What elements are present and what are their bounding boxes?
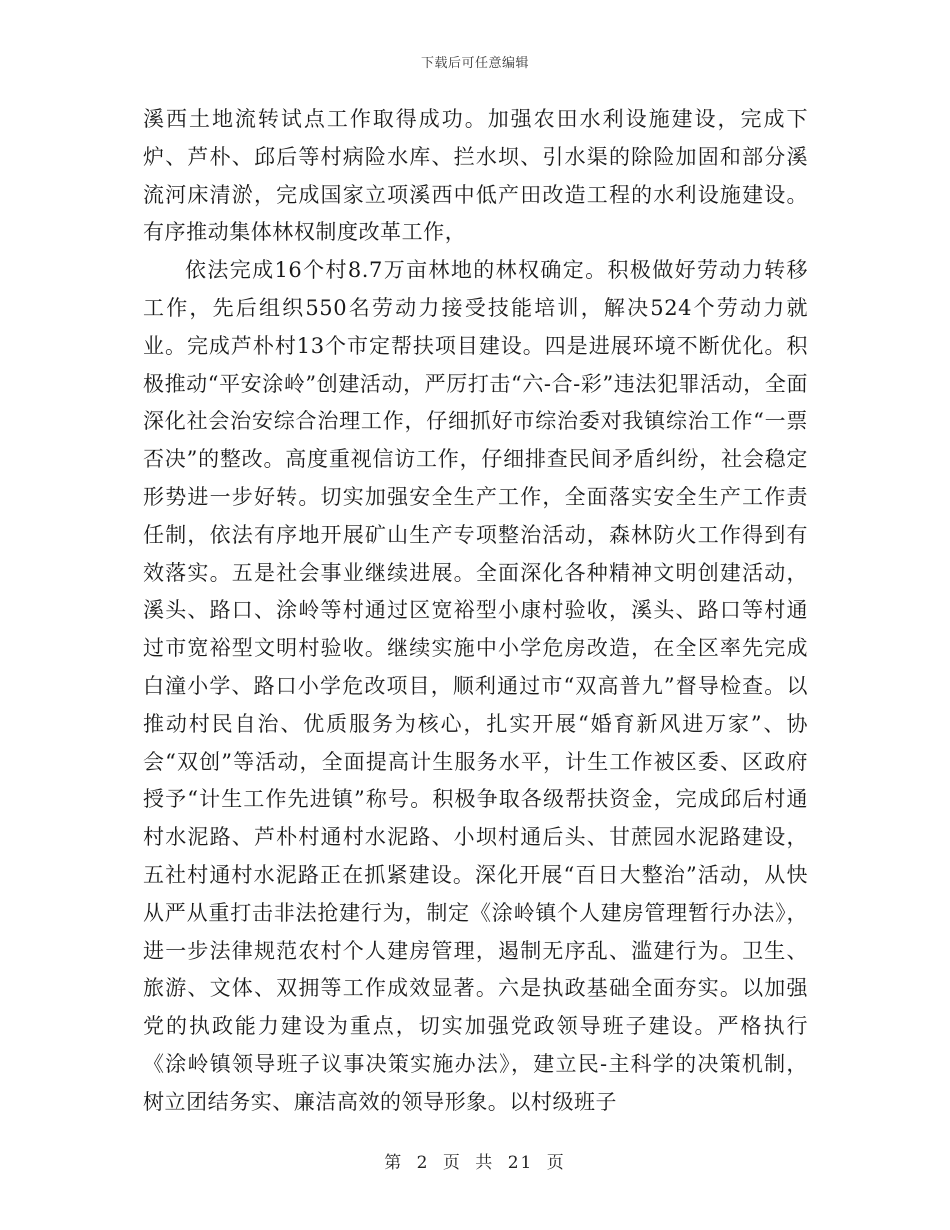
body-paragraph: 依法完成16个村8.7万亩林地的林权确定。积极做好劳动力转移工作，先后组织550名劳动力接受技能培训，解决524个劳动力就业。完成芦朴村13个市定帮扶项目建设。四是进展环境不断优化。积极推动“平安涂岭”创建活动，严厉打击“六-合-彩”违法犯罪活动，全面深化社会治安综合治理工作，仔细抓好市综治委对我镇综治工作“一票否决”的整改。高度重视信访工作，仔细排查民间矛盾纠纷，社会稳定形势进一步好转。切实加强安全生产工作，全面落实安全生产工作责任制，依法有序地开展矿山生产专项整治活动，森林防火工作得到有效落实。五是社会事业继续进展。全面深化各种精神文明创建活动，溪头、路口、涂岭等村通过区宽裕型小康村验收，溪头、路口等村通过市宽裕型文明村验收。继续实施中小学危房改造，在全区率先完成白潼小学、路口小学危改项目，顺利通过市“双高普九”督导检查。以推动村民自治、优质服务为核心，扎实开展“婚育新风进万家”、协会“双创”等活动，全面提高计生服务水平，计生工作被区委、区政府授予“计生工作先进镇”称号。积极争取各级帮扶资金，完成邱后村通村水泥路、芦朴村通村水泥路、小坝村通后头、甘蔗园水泥路建设，五社村通村水泥路正在抓紧建设。深化开展“百日大整治”活动，从快从严从重打击非法抢建行为，制定《涂岭镇个人建房管理暂行办法》，进一步法律规范农村个人建房管理，遏制无序乱、滥建行为。卫生、旅游、文体、双拥等工作成效显著。六是执政基础全面夯实。以加强党的执政能力建设为重点，切实加强党政领导班子建设。严格执行《涂岭镇领导班子议事决策实施办法》，建立民-主科学的决策机制，树立团结务实、廉洁高效的领导形象。以村级班子: [143, 258, 808, 1114]
body-paragraph: 溪西土地流转试点工作取得成功。加强农田水利设施建设，完成下炉、芦朴、邱后等村病险水库、拦水坝、引水渠的除险加固和部分溪流河床清淤，完成国家立项溪西中低产田改造工程的水利设施建设。有序推动集体林权制度改革工作，: [143, 107, 808, 245]
page-footer: 第 2 页 共 21 页: [384, 1153, 566, 1173]
document-body: [143, 101, 808, 1122]
page-header: 下载后可任意编辑: [420, 56, 529, 71]
